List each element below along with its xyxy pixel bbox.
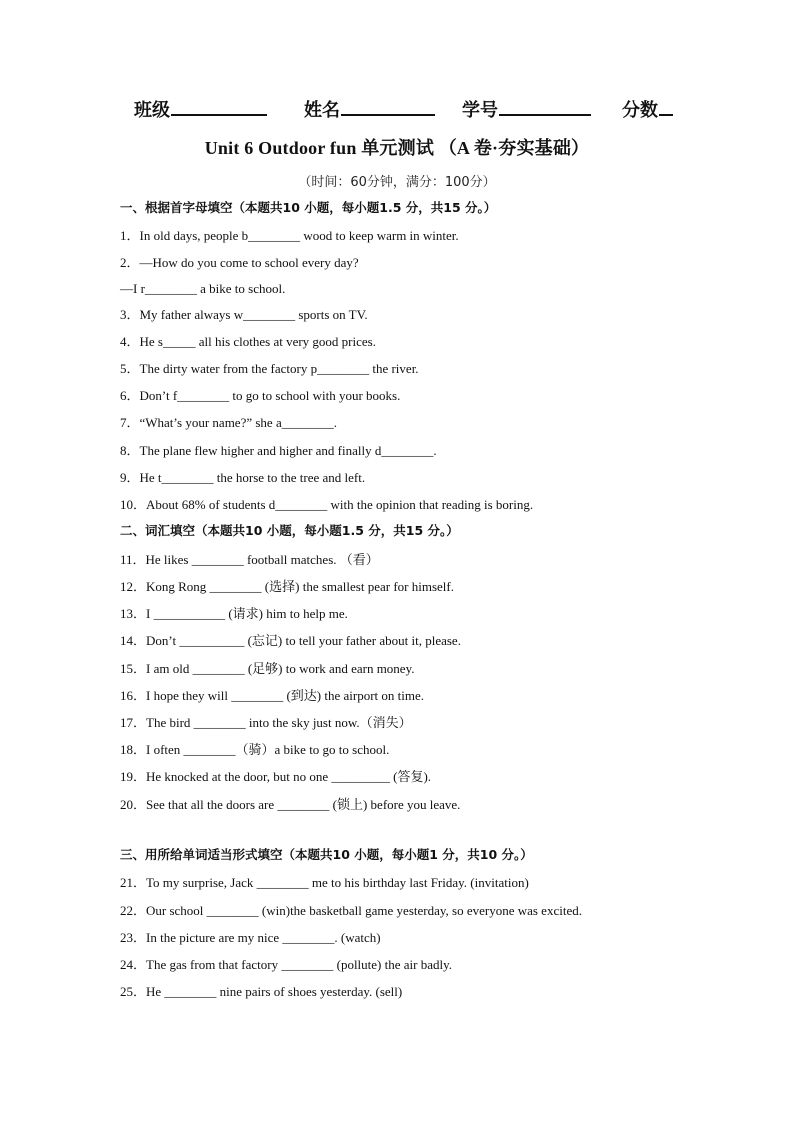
name-field — [304, 96, 435, 122]
question-item: 3．My father always w________ sports on TV. — [120, 307, 368, 322]
question-item: 6．Don’t f________ to go to school with your books. — [120, 388, 401, 403]
test-title: Unit 6 Outdoor fun 单元测试 （A 卷·夯实基础） — [204, 138, 590, 158]
question-item: 1．In old days, people b________ wood to keep warm in winter. — [120, 228, 459, 243]
student-number-label: 学号 — [462, 100, 498, 120]
question-item: —I r________ a bike to school. — [120, 281, 286, 296]
question-item: 25．He ________ nine pairs of shoes yesterday. (sell) — [120, 984, 403, 999]
class-blank — [171, 96, 267, 116]
question-item: 5．The dirty water from the factory p________ the river. — [120, 361, 419, 376]
question-item: 19．He knocked at the door, but no one _________ (答复). — [120, 769, 432, 784]
student-number-blank — [499, 96, 591, 116]
question-item: 14．Don’t __________ (忘记) to tell your father about it, please. — [120, 633, 461, 648]
question-item: 24．The gas from that factory ________ (pollute) the air badly. — [120, 957, 453, 972]
score-label: 分数 — [622, 100, 658, 120]
class-label: 班级 — [134, 100, 170, 120]
question-item: 16．I hope they will ________ (到达) the airport on time. — [120, 688, 425, 703]
question-item: 10．About 68% of students d________ with the opinion that reading is boring. — [120, 497, 534, 512]
question-item: 4．He s_____ all his clothes at very good prices. — [120, 334, 376, 349]
question-item: 12．Kong Rong ________ (选择) the smallest pear for himself. — [120, 579, 454, 594]
question-item: 9．He t________ the horse to the tree and left. — [120, 470, 366, 485]
section-heading: 三、用所给单词适当形式填空（本题共10 小题，每小题1 分，共10 分。） — [120, 847, 533, 862]
question-item: 2．—How do you come to school every day? — [120, 255, 359, 270]
question-item: 17．The bird ________ into the sky just now.（消失） — [120, 715, 412, 730]
question-item: 13．I ___________ (请求) him to help me. — [120, 606, 348, 621]
question-item: 23．In the picture are my nice ________. (watch) — [120, 930, 381, 945]
section-heading: 一、根据首字母填空（本题共10 小题，每小题1.5 分，共15 分。） — [120, 200, 497, 215]
student-info-row — [134, 96, 694, 122]
test-subtitle: （时间：60分钟，满分：100分） — [298, 175, 496, 190]
name-label: 姓名 — [304, 100, 340, 120]
question-item: 15．I am old ________ (足够) to work and earn money. — [120, 661, 415, 676]
score-field — [622, 96, 673, 122]
question-item: 20．See that all the doors are ________ (锁上) before you leave. — [120, 797, 461, 812]
student-number-field — [462, 96, 591, 122]
question-item: 22．Our school ________ (win)the basketball game yesterday, so everyone was excited. — [120, 903, 582, 918]
question-item: 11．He likes ________ football matches. （看） — [120, 552, 379, 567]
name-blank — [341, 96, 435, 116]
score-blank — [659, 96, 673, 116]
section-heading: 二、词汇填空（本题共10 小题，每小题1.5 分，共15 分。） — [120, 523, 459, 538]
question-item: 8．The plane flew higher and higher and finally d________. — [120, 443, 437, 458]
question-item: 7．“What’s your name?” she a________. — [120, 415, 337, 430]
class-field — [134, 96, 267, 122]
question-item: 18．I often ________（骑）a bike to go to school. — [120, 742, 390, 757]
question-item: 21．To my surprise, Jack ________ me to his birthday last Friday. (invitation) — [120, 875, 529, 890]
